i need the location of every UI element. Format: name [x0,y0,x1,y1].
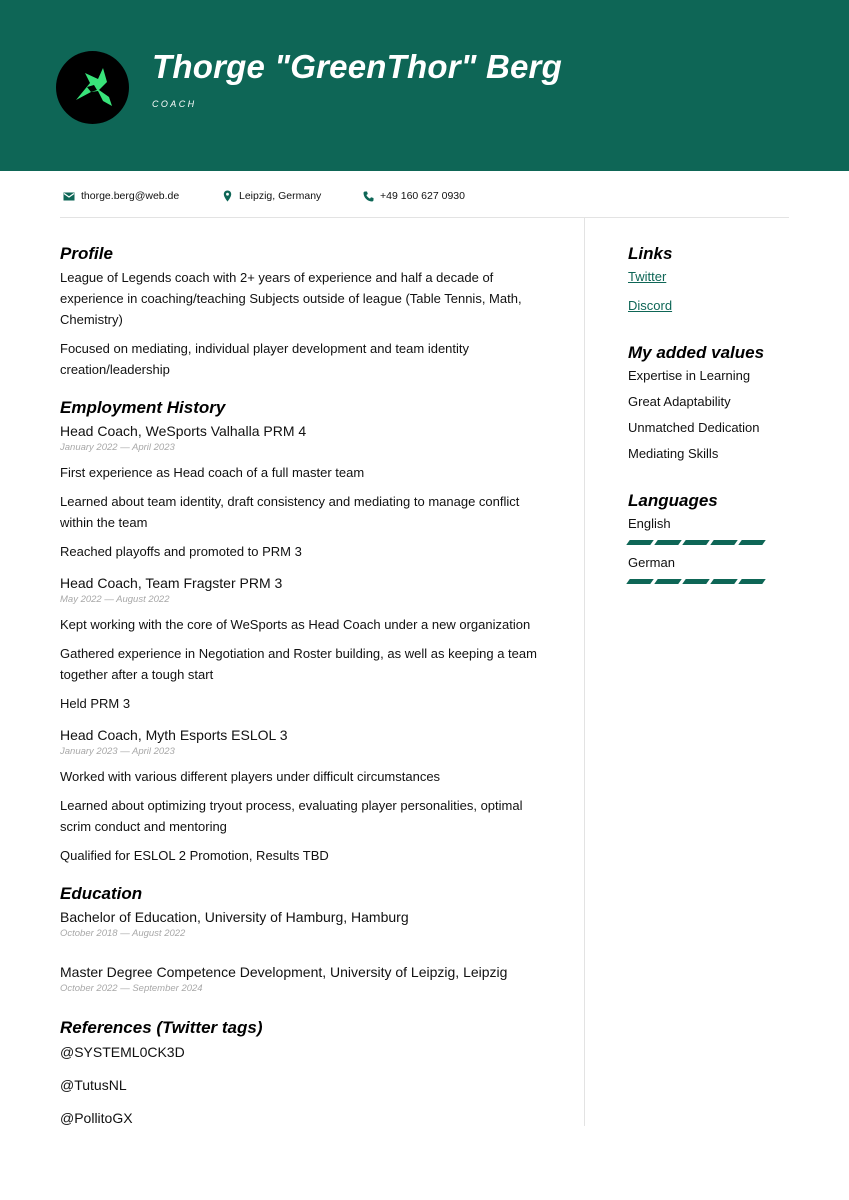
education-date: October 2022 — September 2024 [60,983,203,994]
language-level-segment [626,540,654,545]
language-level-segment [682,579,710,584]
values-section [628,342,808,463]
phone-text: +49 160 627 0930 [380,190,465,202]
language-level-segment [626,579,654,584]
value-item: Mediating Skills [628,446,719,461]
job-entry [60,726,550,866]
language-name: German [628,555,675,570]
job-point: Reached playoffs and promoted to PRM 3 [60,544,302,559]
education-title: Bachelor of Education, University of Hamburg, Hamburg [60,909,409,925]
section-title-languages: Languages [628,491,718,510]
avatar-logo [56,51,129,124]
link-discord[interactable]: Discord [628,298,673,313]
language-level-bar [628,579,808,584]
value-item: Unmatched Dedication [628,420,760,435]
job-point: Qualified for ESLOL 2 Promotion, Results TBD [60,848,329,863]
references-section [60,1017,550,1128]
reference-item: @TutusNL [60,1077,127,1093]
location-pin-icon [220,189,234,203]
header-banner [0,0,849,171]
job-point: Kept working with the core of WeSports as Head Coach under a new organization [60,617,531,632]
job-point: Learned about optimizing tryout process, evaluating player personalities, optimal scrim conduct and mentoring [60,798,523,834]
email-text: thorge.berg@web.de [81,190,180,202]
section-title-references: References (Twitter tags) [60,1018,263,1037]
education-entry [60,963,550,995]
languages-section [628,490,808,584]
job-entry [60,574,550,714]
contact-location [220,189,321,203]
job-point: Gathered experience in Negotiation and Roster building, as well as keeping a team together after a tough start [60,646,537,682]
education-section [60,883,550,995]
profile-section [60,243,550,380]
location-text: Leipzig, Germany [239,190,322,202]
language-level-segment [654,579,682,584]
avatar [56,51,129,124]
contact-phone[interactable] [361,189,465,203]
job-date: January 2023 — April 2023 [60,746,175,757]
job-entry [60,422,550,562]
value-item: Expertise in Learning [628,368,751,383]
phone-icon [361,189,375,203]
section-title-links: Links [628,244,673,263]
profile-paragraph: League of Legends coach with 2+ years of experience and half a decade of experience in coaching/teaching Subjects outside of league (Table Tennis, Math, Chemistry) [60,270,522,327]
reference-item: @PollitoGX [60,1110,133,1126]
job-title: Head Coach, Myth Esports ESLOL 3 [60,727,288,743]
language-entry [628,554,808,584]
links-section [628,243,808,315]
language-level-segment [654,540,682,545]
language-name: English [628,516,671,531]
language-level-segment [682,540,710,545]
job-date: January 2022 — April 2023 [60,442,175,453]
profile-paragraph: Focused on mediating, individual player development and team identity creation/leadership [60,341,470,377]
education-date: October 2018 — August 2022 [60,928,186,939]
section-title-values: My added values [628,343,765,362]
language-level-segment [738,540,766,545]
employment-section [60,397,550,866]
value-item: Great Adaptability [628,394,731,409]
education-entry [60,908,550,940]
job-title: Head Coach, Team Fragster PRM 3 [60,575,283,591]
main-column [60,243,550,1128]
language-level-segment [710,579,738,584]
divider-vertical [584,218,585,1126]
language-entry [628,515,808,545]
section-title-profile: Profile [60,244,113,263]
job-point: Worked with various different players under difficult circumstances [60,769,441,784]
job-point: Held PRM 3 [60,696,131,711]
reference-item: @SYSTEML0CK3D [60,1044,185,1060]
job-date: May 2022 — August 2022 [60,594,170,605]
contact-email[interactable] [62,189,179,203]
education-title: Master Degree Competence Development, University of Leipzig, Leipzig [60,964,508,980]
link-twitter[interactable]: Twitter [628,269,667,284]
language-level-segment [710,540,738,545]
section-title-education: Education [60,884,143,903]
envelope-icon [62,189,76,203]
section-title-employment: Employment History [60,398,226,417]
language-level-segment [738,579,766,584]
job-title: Head Coach, WeSports Valhalla PRM 4 [60,423,307,439]
candidate-name: Thorge "GreenThor" Berg [152,48,562,85]
language-level-bar [628,540,808,545]
job-point: Learned about team identity, draft consistency and mediating to manage conflict within the team [60,494,520,530]
side-column [628,243,808,584]
divider-horizontal [60,217,789,218]
job-point: First experience as Head coach of a full master team [60,465,365,480]
candidate-role: COACH [152,99,197,109]
